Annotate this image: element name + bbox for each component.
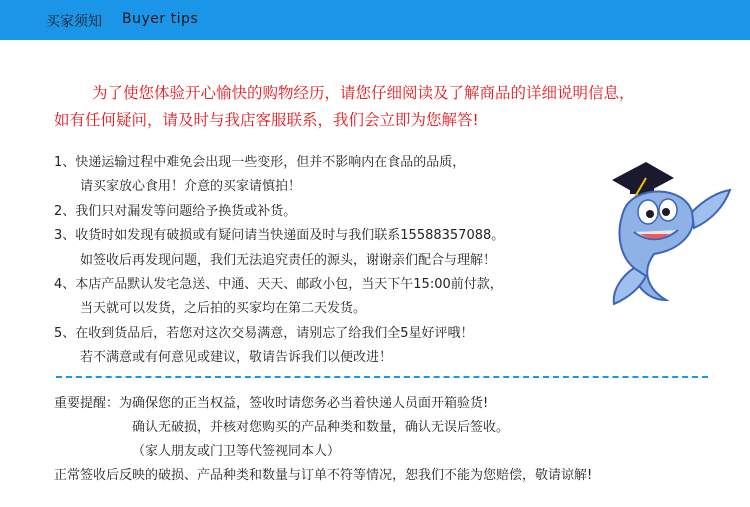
- list-item: 4、本店产品默认发宅急送、中通、天天、邮政小包，当天下午15:00前付款，: [54, 277, 503, 293]
- notice-line-2: 确认无破损，并核对您购买的产品种类和数量，确认无误后签收。: [132, 420, 510, 435]
- list-item: 如签收后再发现问题，我们无法追究责任的源头，谢谢亲们配合与理解！: [80, 252, 497, 268]
- list-item: 若不满意或有何意见或建议，敬请告诉我们以便改进！: [80, 350, 393, 366]
- header-title-en: Buyer tips: [122, 11, 199, 27]
- dashed-divider: [56, 376, 708, 378]
- intro-line-2: 如有任何疑问，请及时与我店客服联系，我们会立即为您解答!: [54, 111, 479, 129]
- intro-text: [54, 80, 714, 134]
- notice-line-3: （家人朋友或门卫等代签视同本人）: [132, 444, 341, 459]
- tips-list: [54, 151, 614, 371]
- header-bar: [0, 0, 750, 40]
- notice-line-1: 重要提醒：为确保您的正当权益，签收时请您务必当着快递人员面开箱验货!: [54, 396, 489, 411]
- intro-line-1: 为了使您体验开心愉快的购物经历，请您仔细阅读及了解商品的详细说明信息，: [92, 84, 635, 102]
- header-title-cn: 买家须知: [46, 14, 102, 30]
- list-item: 5、在收到货品后，若您对这次交易满意，请别忘了给我们全5星好评哦！: [54, 325, 474, 341]
- list-item: 当天就可以发货，之后拍的买家均在第二天发货。: [80, 301, 367, 317]
- list-item: 请买家放心食用！介意的买家请慎拍！: [80, 179, 302, 195]
- fish-graduate-mascot-icon: [594, 150, 734, 310]
- important-notice: [54, 392, 734, 488]
- list-item: 1、快递运输过程中难免会出现一些变形，但并不影响内在食品的品质，: [54, 155, 466, 170]
- list-item: 3、收货时如发现有破损或有疑问请当快递面及时与我们联系15588357088。: [54, 228, 505, 244]
- list-item: 2、我们只对漏发等问题给予换货或补货。: [54, 203, 297, 219]
- notice-line-4: 正常签收后反映的破损、产品种类和数量与订单不符等情况，恕我们不能为您赔偿，敬请谅解!: [54, 468, 593, 483]
